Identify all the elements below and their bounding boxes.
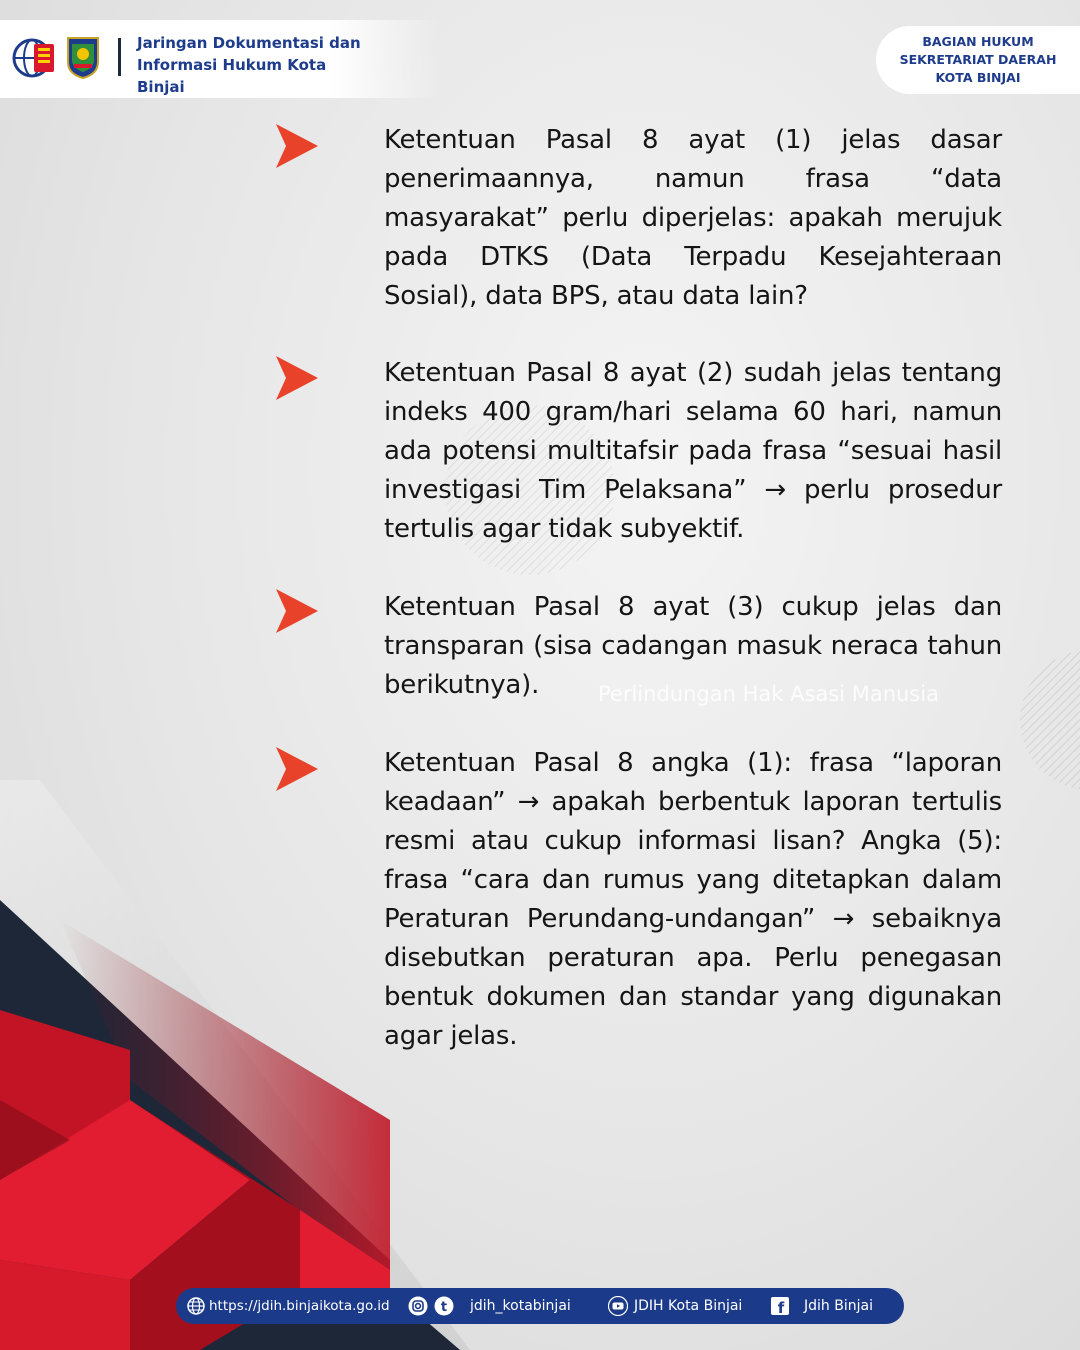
point-text: Ketentuan Pasal 8 ayat (2) sudah jelas tentang indeks 400 gram/hari selama 60 hari, namun ada potensi multitafsir pada frasa “sesuai hasil investigasi Tim Pelaksana” → perlu prosedur tertulis agar tidak subyektif.	[384, 358, 1002, 544]
watermark-text: Perlindungan Hak Asasi Manusia	[598, 682, 939, 706]
website-url: https://jdih.binjaikota.go.id	[209, 1298, 390, 1314]
department-line-3: KOTA BINJAI	[935, 70, 1021, 85]
header-divider	[118, 38, 121, 76]
social-handle: jdih_kotabinjai	[470, 1298, 571, 1314]
globe-icon	[186, 1296, 206, 1316]
footer-website[interactable]	[186, 1288, 390, 1324]
department-line-1: BAGIAN HUKUM	[922, 34, 1034, 49]
point-text: Ketentuan Pasal 8 angka (1): frasa “laporan keadaan” → apakah berbentuk laporan tertulis resmi atau cukup informasi lisan? Angka (5): frasa “cara dan rumus yang ditetapkan dalam Peraturan Perundang-undangan” → sebaiknya disebutkan peraturan apa. Perlu penegasan bentuk dokumen dan standar yang digunakan agar jelas.	[384, 748, 1002, 1051]
footer-contact-bar	[176, 1288, 904, 1324]
facebook-page: Jdih Binjai	[804, 1298, 873, 1314]
department-line-2: SEKRETARIAT DAERAH	[899, 52, 1057, 67]
binjai-city-crest-icon	[64, 34, 102, 80]
organization-name: Jaringan Dokumentasi dan Informasi Hukum Kota Binjai	[137, 34, 361, 96]
point-text: Ketentuan Pasal 8 ayat (3) cukup jelas dan transparan (sisa cadangan masuk neraca tahun berikutnya).	[384, 592, 1002, 700]
point-text: Ketentuan Pasal 8 ayat (1) jelas dasar penerimaannya, namun frasa “data masyarakat” perlu diperjelas: apakah merujuk pada DTKS (Data Terpadu Kesejahteraan Sosial), data BPS, atau data lain?	[384, 125, 1002, 311]
department-badge	[876, 26, 1080, 94]
facebook-icon	[770, 1296, 790, 1316]
instagram-icon	[408, 1296, 428, 1316]
svg-text:f: f	[777, 1299, 785, 1316]
youtube-icon	[608, 1296, 628, 1316]
footer-youtube[interactable]	[608, 1288, 742, 1324]
tiktok-icon	[434, 1296, 454, 1316]
footer-facebook[interactable]	[770, 1288, 873, 1324]
youtube-channel: JDIH Kota Binjai	[634, 1298, 743, 1314]
red-arrow-bullet-icon	[276, 747, 318, 791]
red-arrow-bullet-icon	[276, 124, 318, 168]
svg-text:t: t	[440, 1300, 448, 1315]
footer-instagram-tiktok[interactable]	[408, 1288, 571, 1324]
red-arrow-bullet-icon	[276, 356, 318, 400]
red-arrow-bullet-icon	[276, 589, 318, 633]
jdih-globe-logo-icon	[12, 36, 56, 80]
header-branding	[0, 20, 440, 98]
